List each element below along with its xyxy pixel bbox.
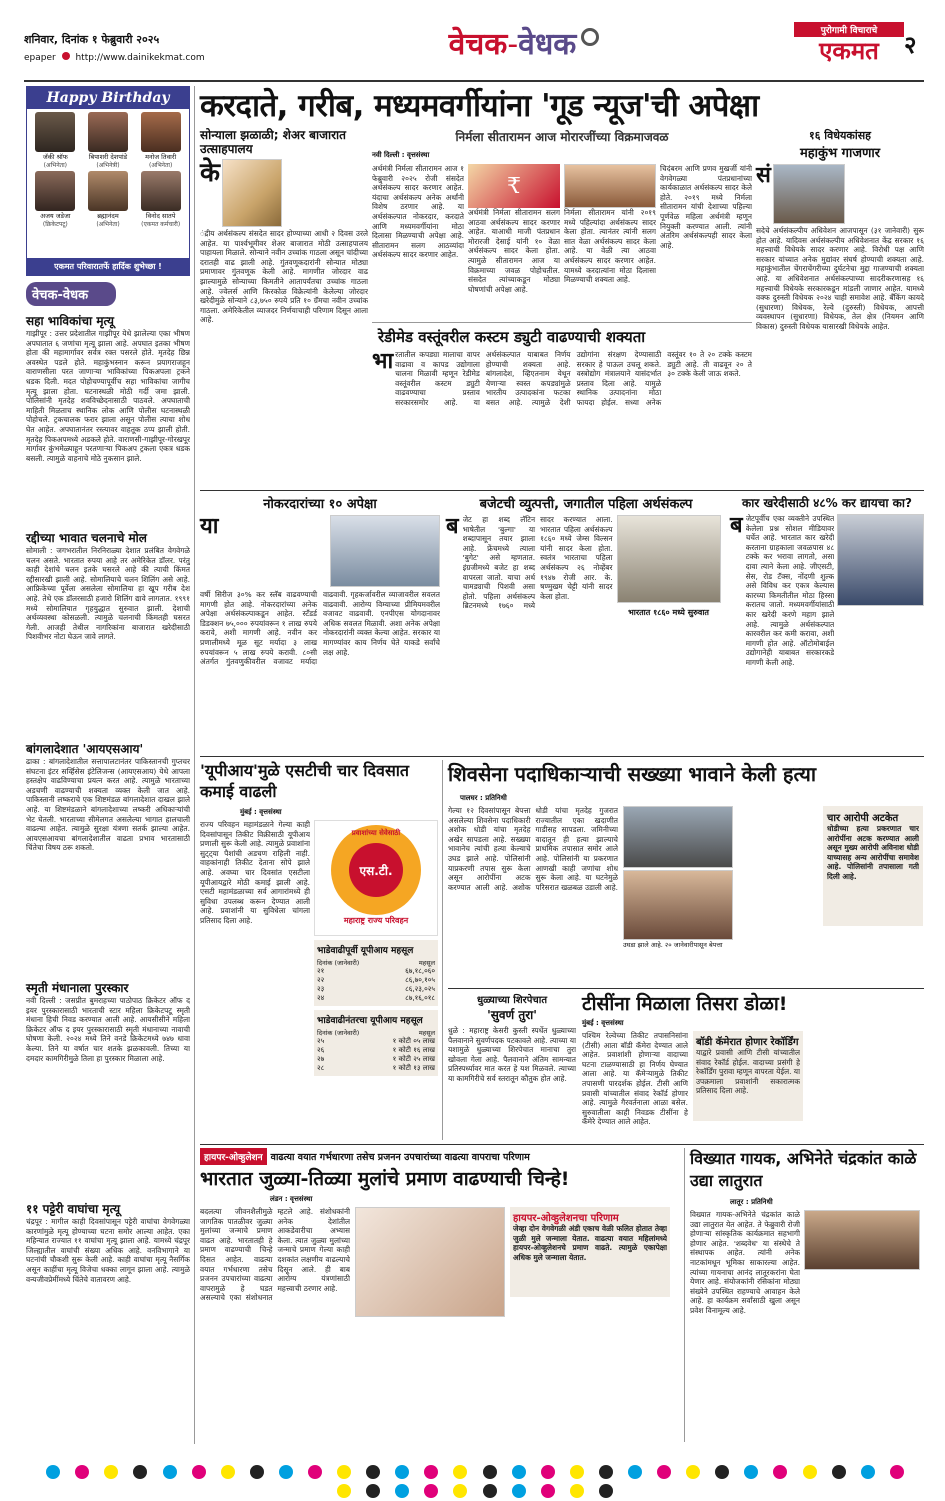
third-eye-dateline: मुंबई : वृत्तसंस्था [582,1019,624,1027]
drop-cap: ब [730,513,743,538]
thulya-kicker: धुळ्याच्या शिरपेचात [476,995,548,1006]
yellow-mark [337,1484,351,1498]
left-column [26,282,190,1442]
kale-photo [804,1210,920,1270]
section-title-left: वेचक [448,27,508,62]
logo-badge: एस.टी. [349,843,403,897]
yellow-mark [337,1465,351,1479]
person-role: (एकमत कर्मचारी) [141,221,181,228]
avatar [88,112,128,152]
photo-caption: उघडा झाले आहे. २० जानेवारीपासून बेपत्ता [623,941,723,949]
upi-table-before [314,940,438,1006]
person-role: (अभिनेत्री) [96,162,120,169]
epaper-label: epaper [24,53,56,63]
hyper-subhead: वाढत्या वयात गर्भधारणा तसेच प्रजनन उपचारांच्या वाढत्या वापराचा परिणाम [270,1152,530,1163]
table-row [317,985,435,994]
hyper-body: बदलत्या जीवनशैलीमुळे जागतिक पातळीवर जुळ्या मुलांच्या जन्माचे प्रमाण वाढत आहे. भारतातही हे प्रमाण वाढण्याची चिन्हे दिसत आहेत. वाढत्या वयात गर्भधारणा तसेच प्रजनन उपचारांच्या वाढत्या वापरामुळे हे घडत असल्याचे एका संशोधनात म्हटले आहे. संशोधकांनी अनेक देशांतील आकडेवारीचा अभ्यास केला. त्यात जुळ्या मुलांच्या जन्माचे प्रमाण गेल्या काही दशकांत लक्षणीय वाढल्याचे दिसून आले. ही बाब आरोग्य यंत्रणांसाठी महत्त्वाची ठरणार आहे. [200,1207,350,1303]
table-row [317,1046,435,1055]
black-mark [366,1484,380,1498]
budget-bag-photo [617,515,721,603]
black-mark [483,1465,497,1479]
epaper-link[interactable] [24,52,205,63]
section-banner: वेचक-वेधक [404,22,644,66]
birthday-person [135,112,186,169]
car-tax-body: जेटपूर्वीच एका व्यक्तीने उपस्थित केलेला प्रश्न सोशल मीडियावर चर्चेत आहे. भारतात कार खरेदी करताना ग्राहकाला जवळपास ४८ टक्के कर भरावा लागतो, असा दावा त्याने केला आहे. जीएसटी, सेस, रोड टॅक्स, नोंदणी शुल्क असे विविध कर एकत्र केल्यास कारच्या किमतीतील मोठा हिस्सा करातच जातो. मध्यमवर्गीयांसाठी कार खरेदी करणे महाग झाले आहे. त्यामुळे अर्थसंकल्पात कारवरील कर कमी करावा, अशी मागणी होत आहे. ऑटोमोबाईल उद्योगानेही याबाबत सरकारकडे मागणी केली आहे. [745,514,835,667]
cyan-mark [861,1465,875,1479]
section-rule [200,1144,924,1145]
jobs-body: वर्षी सिरीज ३०% कर स्लॅब वाढवण्याची मागणी होत आहे. नोकरदारांच्या अनेक अपेक्षा अर्थसंकल्पाकडून आहेत. स्टँडर्ड डिडक्शन ७५,००० रुपयांवरून १ लाख रुपये करावे, अशी मागणी आहे. नवीन कर प्रणालीमध्ये मूळ सूट मर्यादा ३ लाख रुपयांवरून ५ लाख रुपये करावी. ८०सी अंतर्गत गुंतवणुकीवरील वजावट मर्यादा वाढवावी. गृहकर्जावरील व्याजावरील सवलत वाढवावी. आरोग्य विम्याच्या प्रीमियमवरील वजावट वाढवावी. एनपीएस योगदानावर अधिक सवलत मिळावी. अशा अनेक अपेक्षा नोकरदारांनी व्यक्त केल्या आहेत. सरकार या मागण्यांवर काय निर्णय घेते याकडे सर्वांचे लक्ष आहे. [200,590,440,667]
table-cell: १ कोटी १६ लाख [392,1046,435,1054]
drop-cap: ब [446,514,459,539]
story-body: चंद्रपूर : मागील काही दिवसांपासून पट्टेरी वाघांचा वेगवेगळ्या कारणांमुळे मृत्यू होण्याच्या घटना समोर आल्या आहेत. एका महिन्यात राज्यात ११ वाघांचा मृत्यू झाला आहे. यामध्ये चंद्रपूर जिल्ह्यातील वाघांची संख्या अधिक आहे. वनविभागाने या घटनांची चौकशी सुरू केली आहे. काही वाघांचा मृत्यू नैसर्गिक असून काहींचा मृत्यू विजेचा धक्का लागून झाला आहे. त्यामुळे वन्यजीवप्रेमींमध्ये चिंतेचे वातावरण आहे. [26,1217,190,1284]
magenta-mark [192,1465,206,1479]
table-cell: २३ [317,985,325,993]
story-body: गाझीपूर : उत्तर प्रदेशातील गाझीपूर येथे झालेल्या एका भीषण अपघातात ६ जणांचा मृत्यू झाला आहे. अपघात इतका भीषण होता की महामार्गावर सर्वत्र रक्त पसरले होते. मृतदेह छिन्न अवस्थेत पडले होते. महाकुंभस्नान करून प्रयागराजहून वाराणसीला परत जाणाऱ्या भाविकांच्या पिकअपला ट्रकने धडक दिली. मदत पोहोचण्यापूर्वीच सहा भाविकांचा जागीच मृत्यू झाला होता. घटनास्थळी मोठी गर्दी जमा झाली. पोलिसांनी मृतदेह शवविच्छेदनासाठी पाठवले. अपघाताची माहिती मिळताच स्थानिक लोक आणि पोलीस घटनास्थळी पोहोचले. ट्रकचालक फरार झाला असून पोलीस त्याचा शोध घेत आहेत. अपघातानंतर रस्त्यावर वाहतूक ठप्प झाली होती. मृतदेह पिकअपमध्ये अडकले होते. वाराणसी-गाझीपूर-गोरखपूर मार्गावर कुंभमेळ्याहून परतणाऱ्या पिकअप ट्रकला एकत्र धडक बसली. त्यामुळे वाहनाचे मोठे नुकसान झाले. [26,329,190,463]
section-rule [448,988,924,989]
customs-headline: रेडीमेड वस्तूंवरील कस्टम ड्युटी वाढण्याची शक्यता [378,328,646,346]
yellow-mark [803,1465,817,1479]
cyan-mark [46,1465,60,1479]
birthday-person [30,112,81,169]
magenta-mark [75,1465,89,1479]
magenta-mark [541,1465,555,1479]
black-mark [483,1484,497,1498]
person-name: मनोज तिवारी [145,153,177,161]
kale-headline: विख्यात गायक, अभिनेते चंद्रकांत काळे उद्या लातुरात [690,1149,917,1190]
yellow-mark [104,1465,118,1479]
cyan-mark [744,1465,758,1479]
hyper-body-2 [355,1320,505,1426]
black-mark [832,1465,846,1479]
birthday-wish: एकमत परिवारातर्फे हार्दिक शुभेच्छा ! [27,258,189,275]
gold-body: ंद्रीय अर्थसंकल्प संसदेत सादर होण्याच्या आधी २ दिवस उरले आहेत. या पार्श्वभूमीवर शेअर बाजारात मोठी उत्साहपालय पाहायला मिळाले. सोन्याने नवीन उच्चांक गाठला असून चांदीच्या दरातही वाढ झाली आहे. गुंतवणूकदारांनी सोन्यात मोठ्या प्रमाणावर गुंतवणूक केली आहे. मागणीत जोरदार वाढ झाल्यामुळे सोन्याच्या किमतीने आतापर्यंतचा उच्चांक गाठला आहे. ज्वेलर्स आणि किरकोळ विक्रेत्यांनी केलेल्या जोरदार खरेदीमुळे सोन्याने ८३,७५० रुपये प्रति १० ग्रॅमचा नवीन उच्चांक गाठला. अमेरिकेतील व्याजदर निर्णयाचाही परिणाम दिसून आला आहे. [200,229,368,325]
thulya-body: धुळे : महाराष्ट्र केसरी कुस्ती स्पर्धेत धुळ्याच्या पैलवानाने सुवर्णपदक पटकावले आहे. त्याच्या या यशामुळे धुळ्याच्या शिरपेचात मानाचा तुरा खोवला गेला आहे. पैलवानाने अंतिम सामन्यात प्रतिस्पर्ध्यावर मात करत हे यश मिळवले. त्याच्या या कामगिरीचे सर्व स्तरातून कौतुक होत आहे. [448,1026,576,1083]
person-role: (अभिनेता) [148,162,173,169]
hyper-body-3 [510,1297,670,1427]
hyper-box-title: हायपर-ओव्हुलेशनचा परिणाम [513,1213,619,1224]
avatar [141,171,181,211]
table-row [317,967,435,976]
gold-photo [222,159,282,227]
avatar [141,112,181,152]
column-divider [442,760,443,1140]
story-title: स्मृती मंधानाला पुरस्कार [26,981,129,995]
table-row [317,1064,435,1073]
drop-cap: या [200,514,219,539]
upi-dateline: मुंबई : वृत्तसंस्था [240,808,282,816]
kale-dateline: लातूर : प्रतिनिधी [730,1198,773,1206]
birthday-box [26,86,190,276]
customs-story [372,322,752,468]
table-header: महसूल [418,959,435,967]
shivsena-dateline: पालघर : प्रतिनिधी [460,794,507,802]
car-tax-headline: कार खरेदीसाठी ४८% कर द्यायचा का? [742,496,912,510]
gold-headline: सोन्याला झळाळी; शेअर बाजारात उत्साहपालय [200,128,346,156]
car-tax-story [730,494,924,750]
table-cell: २८ [317,1064,325,1072]
avatar [35,171,75,211]
person-name: विनोद सातपे [145,212,176,220]
budget-history-caption: भारतात १८६० मध्ये सुरुवात [628,608,709,617]
budget-history-story [446,494,726,750]
arrest-box-body: धोडीच्या हत्या प्रकरणात चार आरोपींना अटक करण्यात आली असून मुख्य आरोपी अविनाश धोडी याच्यासह अन्य आरोपींचा समावेश आहे. पोलिसांनी तपासाला गती दिली आहे. [827,824,919,881]
yellow-mark [453,1484,467,1498]
cyan-mark [512,1484,526,1498]
table-cell: २१ [317,967,325,975]
magenta-mark [541,1484,555,1498]
kale-body: विख्यात गायक-अभिनेते चंद्रकांत काळे उद्या लातुरात येत आहेत. ते फेब्रुवारी रोजी होणाऱ्या सांस्कृतिक कार्यक्रमात सहभागी होणार आहेत. 'शब्दवेध' या संस्थेचे ते संस्थापक आहेत. त्यांनी अनेक नाटकांमधून भूमिका साकारल्या आहेत. त्यांच्या गायनाचा आनंद लातूरकरांना घेता येणार आहे. संयोजकांनी रसिकांना मोठ्या संख्येने उपस्थित राहण्याचे आवाहन केले आहे. हा कार्यक्रम सर्वांसाठी खुला असून प्रवेश विनामूल्य आहे. [690,1210,800,1315]
birthday-person [135,171,186,228]
cyan-mark [512,1465,526,1479]
column-divider [684,1148,685,1442]
brand-block [794,22,904,66]
shivsena-headline: शिवसेना पदाधिकाऱ्याची सख्ख्या भावाने केली हत्या [448,762,817,786]
black-mark [250,1465,264,1479]
table-title: भाडेवाढीपूर्वी यूपीआय महसूल [317,946,414,956]
story-title: बांगलादेशात 'आयएसआय' [26,742,144,756]
avatar [35,112,75,152]
budget-history-body: जेट हा शब्द लॅटिन भाषेतील 'बुल्गा' या शब्दापासून तयार झाला आहे. फ्रेंचमध्ये त्याला 'बुगेट' असे म्हणतात. इंग्रजीमध्ये बजेट हा शब्द वापरला जातो. याचा अर्थ चामड्याची पिशवी असा होतो. पहिला अर्थसंकल्प ब्रिटनमध्ये १७६० मध्ये सादर करण्यात आला. भारतात पहिला अर्थसंकल्प १८६० मध्ये जेम्स विल्सन यांनी सादर केला होता. स्वतंत्र भारताचा पहिला अर्थसंकल्प २६ नोव्हेंबर १९४७ रोजी आर. के. षण्मुखम चेट्टी यांनी सादर केला होता. [462,515,613,611]
upi-headline: 'यूपीआय'मुळे एसटीची चार दिवसात कमाई वाढली [200,761,410,801]
story-title: ११ पट्टेरी वाघांचा मृत्यू [26,1202,121,1216]
table-cell: २७ [317,1055,325,1063]
magenta-mark [424,1465,438,1479]
kale-story [690,1148,924,1448]
bodycam-box-body: याद्वारे प्रवासी आणि टीसी यांच्यातील संवाद रेकॉर्ड होईल. वादाच्या प्रसंगी हे रेकॉर्डिंग पुरावा म्हणून वापरता येईल. या उपक्रमाला प्रवाशांनी सकारात्मक प्रतिसाद दिला आहे. [696,1048,800,1096]
person-name: बिपाशरी देशपांडे [88,153,128,161]
registration-marks [40,1464,910,1484]
table-row [317,994,435,1003]
section-title-right: वेधक [518,27,577,62]
drop-cap: सं [756,163,771,188]
magenta-mark [890,1465,904,1479]
person-name: अजय जडेजा [40,212,71,220]
table-header: महसूल [418,1029,435,1037]
lead-headline: करदाते, गरीब, मध्यमवर्गीयांना 'गूड न्यूज'ची अपेक्षा [200,88,759,124]
kumbh-kicker: १६ विधेयकांसह [809,129,871,142]
person-name: जॅकी श्रॉफ [42,153,68,161]
story-body: नवी दिल्ली : जसप्रीत बुमराहच्या पाठोपाठ क्रिकेटर ऑफ द इयर पुरस्कारासाठी भारताची स्टार महिला क्रिकेटपटू स्मृती मंधाना हिची निवड करण्यात आली आहे. आयसीसीने महिला क्रिकेटर ऑफ द इयर पुरस्कारासाठी स्मृती मंधानाच्या नावाची घोषणा केली. २०२४ मध्ये तिने वनडे क्रिकेटमध्ये ७४७ धावा केल्या. तिने या वर्षात चार शतके झळकावली. तिच्या या दमदार कामगिरीमुळे तिला हा पुरस्कार मिळाला आहे. [26,996,190,1063]
table-cell: २६ [317,1046,325,1054]
table-row [317,976,435,985]
cyan-mark [163,1465,177,1479]
kumbh-photo [773,164,845,224]
upi-story [200,760,438,1140]
lead-kicker: निर्मला सीतारामन आज मोरारजींच्या विक्रमाजवळ [455,130,669,144]
person-name: ब्रह्मानंदम [97,212,119,220]
shivsena-body: गेल्या १२ दिवसांपासून बेपत्ता असलेल्या शिवसेना पदाधिकारी अशोक धोडी यांचा मृतदेह अखेर सापडला आहे. सख्ख्या भावानेच त्यांची हत्या केल्याचे उघड झाले आहे. पोलिसांनी याप्रकरणी तपास सुरू केला असून आरोपींना अटक करण्यात आली आहे. अशोक धोडी यांचा मृतदेह गुजरात राज्यातील एका खदाणीत गाडीसह सापडला. जमिनीच्या वादातून ही हत्या झाल्याचे प्राथमिक तपासात समोर आले आहे. पोलिसांनी या प्रकरणात आणखी काही जणांचा शोध सुरू केला आहे. या घटनेमुळे परिसरात खळबळ उडाली आहे. [448,806,618,892]
page-number: २ [904,31,917,59]
birthday-person [83,112,134,169]
lead-col-2-text: अर्थमंत्री निर्मला सीतारामन सलग आठवा अर्थसंकल्प सादर करणार आहेत. याआधी माजी पंतप्रधान मोरारजी देसाई यांनी १० वेळा अर्थसंकल्प सादर केला होता. त्यामुळे सीतारामन आज या विक्रमाच्या जवळ पोहोचतील. संसदेत त्यांच्याकडून मोठ्या घोषणांची अपेक्षा आहे. [468,208,560,294]
yellow-mark [570,1484,584,1498]
table-cell: १ कोटी १३ लाख [392,1064,435,1072]
jobs-story [200,494,440,750]
header-rule [24,80,924,82]
table-cell: २५ [317,1037,325,1045]
kumbh-story [756,128,924,466]
kumbh-headline: महाकुंभ गाजणार [799,146,881,161]
section-rule [200,490,924,491]
table-cell: ८६,७०,१०५ [405,976,435,984]
avatar [88,171,128,211]
gold-story [200,128,368,466]
yellow-mark [221,1465,235,1479]
lead-col-2 [468,164,560,304]
drop-cap: के [200,158,220,188]
table-cell: २४ [317,994,325,1002]
logo-caption: महाराष्ट्र राज्य परिवहन [343,916,409,925]
drop-cap: भा [372,349,394,374]
lead-col-3-text: निर्मला सीतारामन यांनी २०१९ मध्ये पहिल्यांदा अर्थसंकल्प सादर केला होता. त्यानंतर त्यांनी सलग सात वेळा अर्थसंकल्प सादर केला आहे. या वेळी त्या आठवा अर्थसंकल्प सादर करणार आहेत. यामध्ये करदात्यांना मोठा दिलासा मिळण्याची शक्यता आहे. [564,208,656,285]
kale-body-2 [804,1273,920,1429]
story-title: रद्दीच्या भावात चलनाचे मोल [26,531,147,545]
shivsena-story [448,760,924,986]
upi-table-after [314,1010,438,1076]
issue-date: शनिवार, दिनांक १ फेब्रुवारी २०२५ [24,33,160,46]
third-eye-story [582,992,924,1142]
bodycam-box [693,1031,803,1121]
bodycam-box-title: बॉडी कॅमेरात होणार रेकॉर्डिंग [696,1037,799,1048]
magenta-mark [424,1484,438,1498]
table-cell: ६७,१८,०६० [405,967,435,975]
cyan-mark [395,1484,409,1498]
globe-icon [62,52,70,60]
lead-col-1: अर्थमंत्री निर्मला सीतारामन आज १ फेब्रुवारी २०२५ रोजी संसदेत अर्थसंकल्प सादर करणार आहेत. यंदाचा अर्थसंकल्प अनेक अर्थांनी विशेष ठरणार आहे. या अर्थसंकल्पात नोकरदार, करदाते आणि मध्यमवर्गीयांना मोठा दिलासा मिळण्याची अपेक्षा आहे. सीतारामन सलग आठव्यांदा अर्थसंकल्प सादर करणार आहेत. [372,164,464,260]
story-title: सहा भाविकांचा मृत्यू [26,314,114,328]
magenta-mark [308,1465,322,1479]
magenta-mark [773,1465,787,1479]
brand-tagline: पुरोगामी विचाराचे [794,22,904,37]
third-eye-headline: टीसींना मिळाला तिसरा डोळा! [582,993,788,1015]
person-role: (अभिनेता) [43,162,67,169]
person-role: (अभिनेता) [96,221,120,228]
table-header: दिनांक (जानेवारी) [317,959,360,967]
third-eye-body-2 [808,1031,918,1135]
shivsena-body-2 [738,806,818,956]
left-section-title: वेचक-वेधक [26,282,116,306]
logo-ring [331,825,421,915]
site-url: http://www.dainikekmat.com [75,53,205,63]
masthead [24,22,924,76]
minister-photo [564,164,656,208]
birthday-person [83,171,134,228]
birthday-grid [27,109,189,231]
kumbh-body: सदेचे अर्थसंकल्पीय अधिवेशन आजपासून (३१ जानेवारी) सुरू होत आहे. यादिवस अर्थसंकल्पीय अधिवेशनात केंद्र सरकार १६ महत्त्वाची विधेयके सादर करणार आहे. विरोधी पक्ष आणि सरकार यांच्यात अनेक मुद्यांवर संघर्ष होण्याची शक्यता आहे. महाकुंभातील चेंगराचेंगरीच्या दुर्घटनेचा मुद्दा गाजण्याची शक्यता आहे. या अधिवेशनात अर्थसंकल्पाच्या सादरीकरणासह १६ महत्त्वाची विधेयके सरकारकडून मांडली जाणार आहेत. यामध्ये वक्फ दुरुस्ती विधेयक २०२४ चाही समावेश आहे. बँकिंग कायदे (सुधारणा) विधेयक, रेल्वे (दुरुस्ती) विधेयक, आपत्ती व्यवस्थापन (सुधारणा) विधेयक, तेल क्षेत्र (नियमन आणि विकास) दुरुस्ती विधेयक यासारखी विधेयके आहेत. [756,226,924,331]
budget-history-headline: बजेटची व्युत्पत्ती, जगातील पहिला अर्थसंकल्प [479,497,693,512]
cyan-mark [395,1465,409,1479]
crash-photo [623,806,733,868]
black-mark [715,1465,729,1479]
yellow-mark [453,1465,467,1479]
hyper-story [200,1148,680,1448]
hyper-box-body: जेव्हा दोन वेगवेगळी अंडी एकाच वेळी फलित होतात तेव्हा जुळी मुले जन्माला येतात. वाढत्या वयात महिलांमध्ये हायपर-ओव्हुलेशनचे प्रमाण वाढते. त्यामुळे एकापेक्षा अधिक मुले जन्माला येतात. [513,1224,667,1262]
column-divider [194,86,195,1444]
thulya-headline: 'सुवर्ण तुरा' [487,1008,537,1022]
brand-logo: एकमत [819,37,879,65]
table-cell: २२ [317,976,325,984]
table-cell: १ कोटी २५ लाख [392,1055,435,1063]
table-cell: १ कोटी ०५ लाख [392,1037,435,1045]
hyper-tag: हायपर-ओव्हुलेशन [200,1148,267,1165]
cyan-mark [279,1465,293,1479]
table-title: भाडेवाढीनंतरचा यूपीआय महसूल [317,1016,423,1026]
victim-photo [623,870,733,940]
lead-dateline: नवी दिल्ली : वृत्तसंस्था [372,151,430,159]
black-mark [366,1465,380,1479]
hyper-headline: भारतात जुळ्या-तिळ्या मुलांचे प्रमाण वाढण्याची चिन्हे! [200,1168,570,1190]
table-header: दिनांक (जानेवारी) [317,1029,360,1037]
section-rule [200,756,924,757]
hyper-dateline: लंडन : वृत्तसंस्था [270,1195,313,1203]
magenta-mark [657,1465,671,1479]
jobs-headline: नोकरदारांच्या १० अपेक्षा [263,497,377,512]
table-cell: ८६,२३,०२५ [405,985,435,993]
jobs-photo [330,515,440,587]
table-row [317,1037,435,1046]
lead-col-3 [564,164,656,304]
logo-ring-text: प्रवाशांच्या सेवेसाठी [351,829,401,837]
arrest-box-title: चार आरोपी अटकेत [827,813,899,824]
story-body: सोमाली : जगभरातील निरनिराळ्या देशात प्रलंबित वेगवेगळे चलन असते. भारतात रुपया आहे तर अमेरिकेत डॉलर. परंतु काही देशांचे चलन इतके घसरले आहे की त्याची किंमत रद्दीसारखी झाली आहे. सोमालियाचे चलन शिलिंग असे आहे. आफ्रिकेच्या पूर्वेला असलेला सोमालिया हा खूप गरीब देश आहे. तेथे एक डॉलरसाठी हजारो शिलिंग द्यावे लागतात. १९९१ मध्ये सोमालियात गृहयुद्धात सुरुवात झाली. देशाची अर्थव्यवस्था कोसळली. त्यामुळे चलनाची किंमतही घसरत गेली. आजही तेथील नागरिकांना बाजारात खरेदीसाठी पिशवीभर नोटा घेऊन जावे लागते. [26,546,190,642]
third-eye-body: पश्चिम रेल्वेच्या तिकीट तपासनिसांना (टीसी) आता बॉडी कॅमेरा देण्यात आले आहेत. प्रवाशांशी होणाऱ्या वादाच्या घटना टाळण्यासाठी हा निर्णय घेण्यात आला आहे. या कॅमेऱ्यामुळे तिकीट तपासणी पारदर्शक होईल. टीसी आणि प्रवासी यांच्यातील संवाद रेकॉर्ड होणार आहे. त्यामुळे गैरवर्तनाला आळा बसेल. सुरुवातीला काही निवडक टीसींना हे कॅमेरे देण्यात आले आहेत. [582,1031,688,1127]
cyan-mark [628,1465,642,1479]
msrtc-logo [314,820,438,936]
black-mark [599,1465,613,1479]
person-role: (क्रिकेटपटू) [42,221,68,228]
black-mark [599,1484,613,1498]
table-cell: ८७,१६,०१८ [405,994,435,1002]
story-body: ढाका : बांगलादेशातील सत्तापालटानंतर पाकिस्तानची गुप्तचर संघटना इंटर सर्व्हिसेस इंटेलिजन्स (आयएसआय) येथे आपला हस्तक्षेप वाढविण्याचा प्रयत्न करत आहे. त्यामुळे भारताच्या अडचणी वाढण्याची शक्यता व्यक्त केली जात आहे. पाकिस्तानी लष्कराचे एक शिष्टमंडळ बांगलादेशात दाखल झाले आहे. या शिष्टमंडळाने बांगलादेशाच्या लष्करी अधिकाऱ्यांची भेट घेतली. भारताच्या सीमेलगत असलेल्या भागात हालचाली वाढल्या आहेत. त्यामुळे सुरक्षा यंत्रणा सतर्क झाल्या आहेत. आयएसआयचा बांगलादेशातील वाढता प्रभाव भारतासाठी चिंतेचा विषय ठरू शकतो. [26,757,190,853]
magnifier-icon [581,28,599,46]
lead-story [372,128,752,323]
customs-body: रतातील कपड्या मालाचा वापर वाढावा व कापड उद्योगाला चालना मिळावी म्हणून रेडीमेड वस्तूंवरील कस्टम ड्युटी वाढवण्याचा प्रस्ताव सरकारसमोर आहे. या अर्थसंकल्पात याबाबत निर्णय होण्याची शक्यता आहे. बांगलादेश, व्हिएतनाम येथून येणाऱ्या स्वस्त कपड्यांमुळे भारतीय उत्पादकांना फटका बसत आहे. त्यामुळे देशी उद्योगांना संरक्षण देण्यासाठी सरकार हे पाऊल उचलू शकते. वस्त्रोद्योग मंत्रालयाने यासंदर्भात प्रस्ताव दिला आहे. यामुळे स्थानिक उत्पादनांना मोठा फायदा होईल. सध्या अनेक वस्तूंवर १० ते २० टक्के कस्टम ड्युटी आहे. ती वाढवून २० ते ३० टक्के केली जाऊ शकते. [395,350,752,407]
rupee-graphic: ₹ [468,164,560,208]
thulya-story [448,992,576,1140]
table-row [317,1055,435,1064]
arrest-box [823,806,923,926]
car-photo [837,514,924,606]
lead-col-4: चिदंबरम आणि प्रणव मुखर्जी यांनी वेगवेगळ्या पंतप्रधानांच्या कार्यकाळात अर्थसंकल्प सादर केले होते. २०१९ मध्ये निर्मला सीतारामन यांची देशाच्या पहिल्या पूर्णवेळ महिला अर्थमंत्री म्हणून नियुक्ती करण्यात आली. त्यांनी अंतरिम अर्थसंकल्पही सादर केला आहे. [660,164,752,250]
birthday-title: Happy Birthday [27,87,189,109]
black-mark [133,1465,147,1479]
yellow-mark [570,1465,584,1479]
hyper-box [510,1207,670,1297]
twins-photo [355,1207,505,1317]
upi-body: राज्य परिवहन महामंडळाने गेल्या काही दिवसांपासून तिकीट विक्रीसाठी यूपीआय प्रणाली सुरू केली आहे. त्यामुळे प्रवाशांना सुट्ट्या पैशांची अडचण राहिली नाही. वाहकांनाही तिकीट देताना सोपे झाले आहे. अवघ्या चार दिवसांत एसटीला यूपीआयद्वारे मोठी कमाई झाली आहे. एसटी महामंडळाच्या सर्व आगारांमध्ये ही सुविधा उपलब्ध करून देण्यात आली आहे. प्रवाशांनी या सुविधेला चांगला प्रतिसाद दिला आहे. [200,820,310,925]
birthday-person [30,171,81,228]
yellow-mark [686,1465,700,1479]
